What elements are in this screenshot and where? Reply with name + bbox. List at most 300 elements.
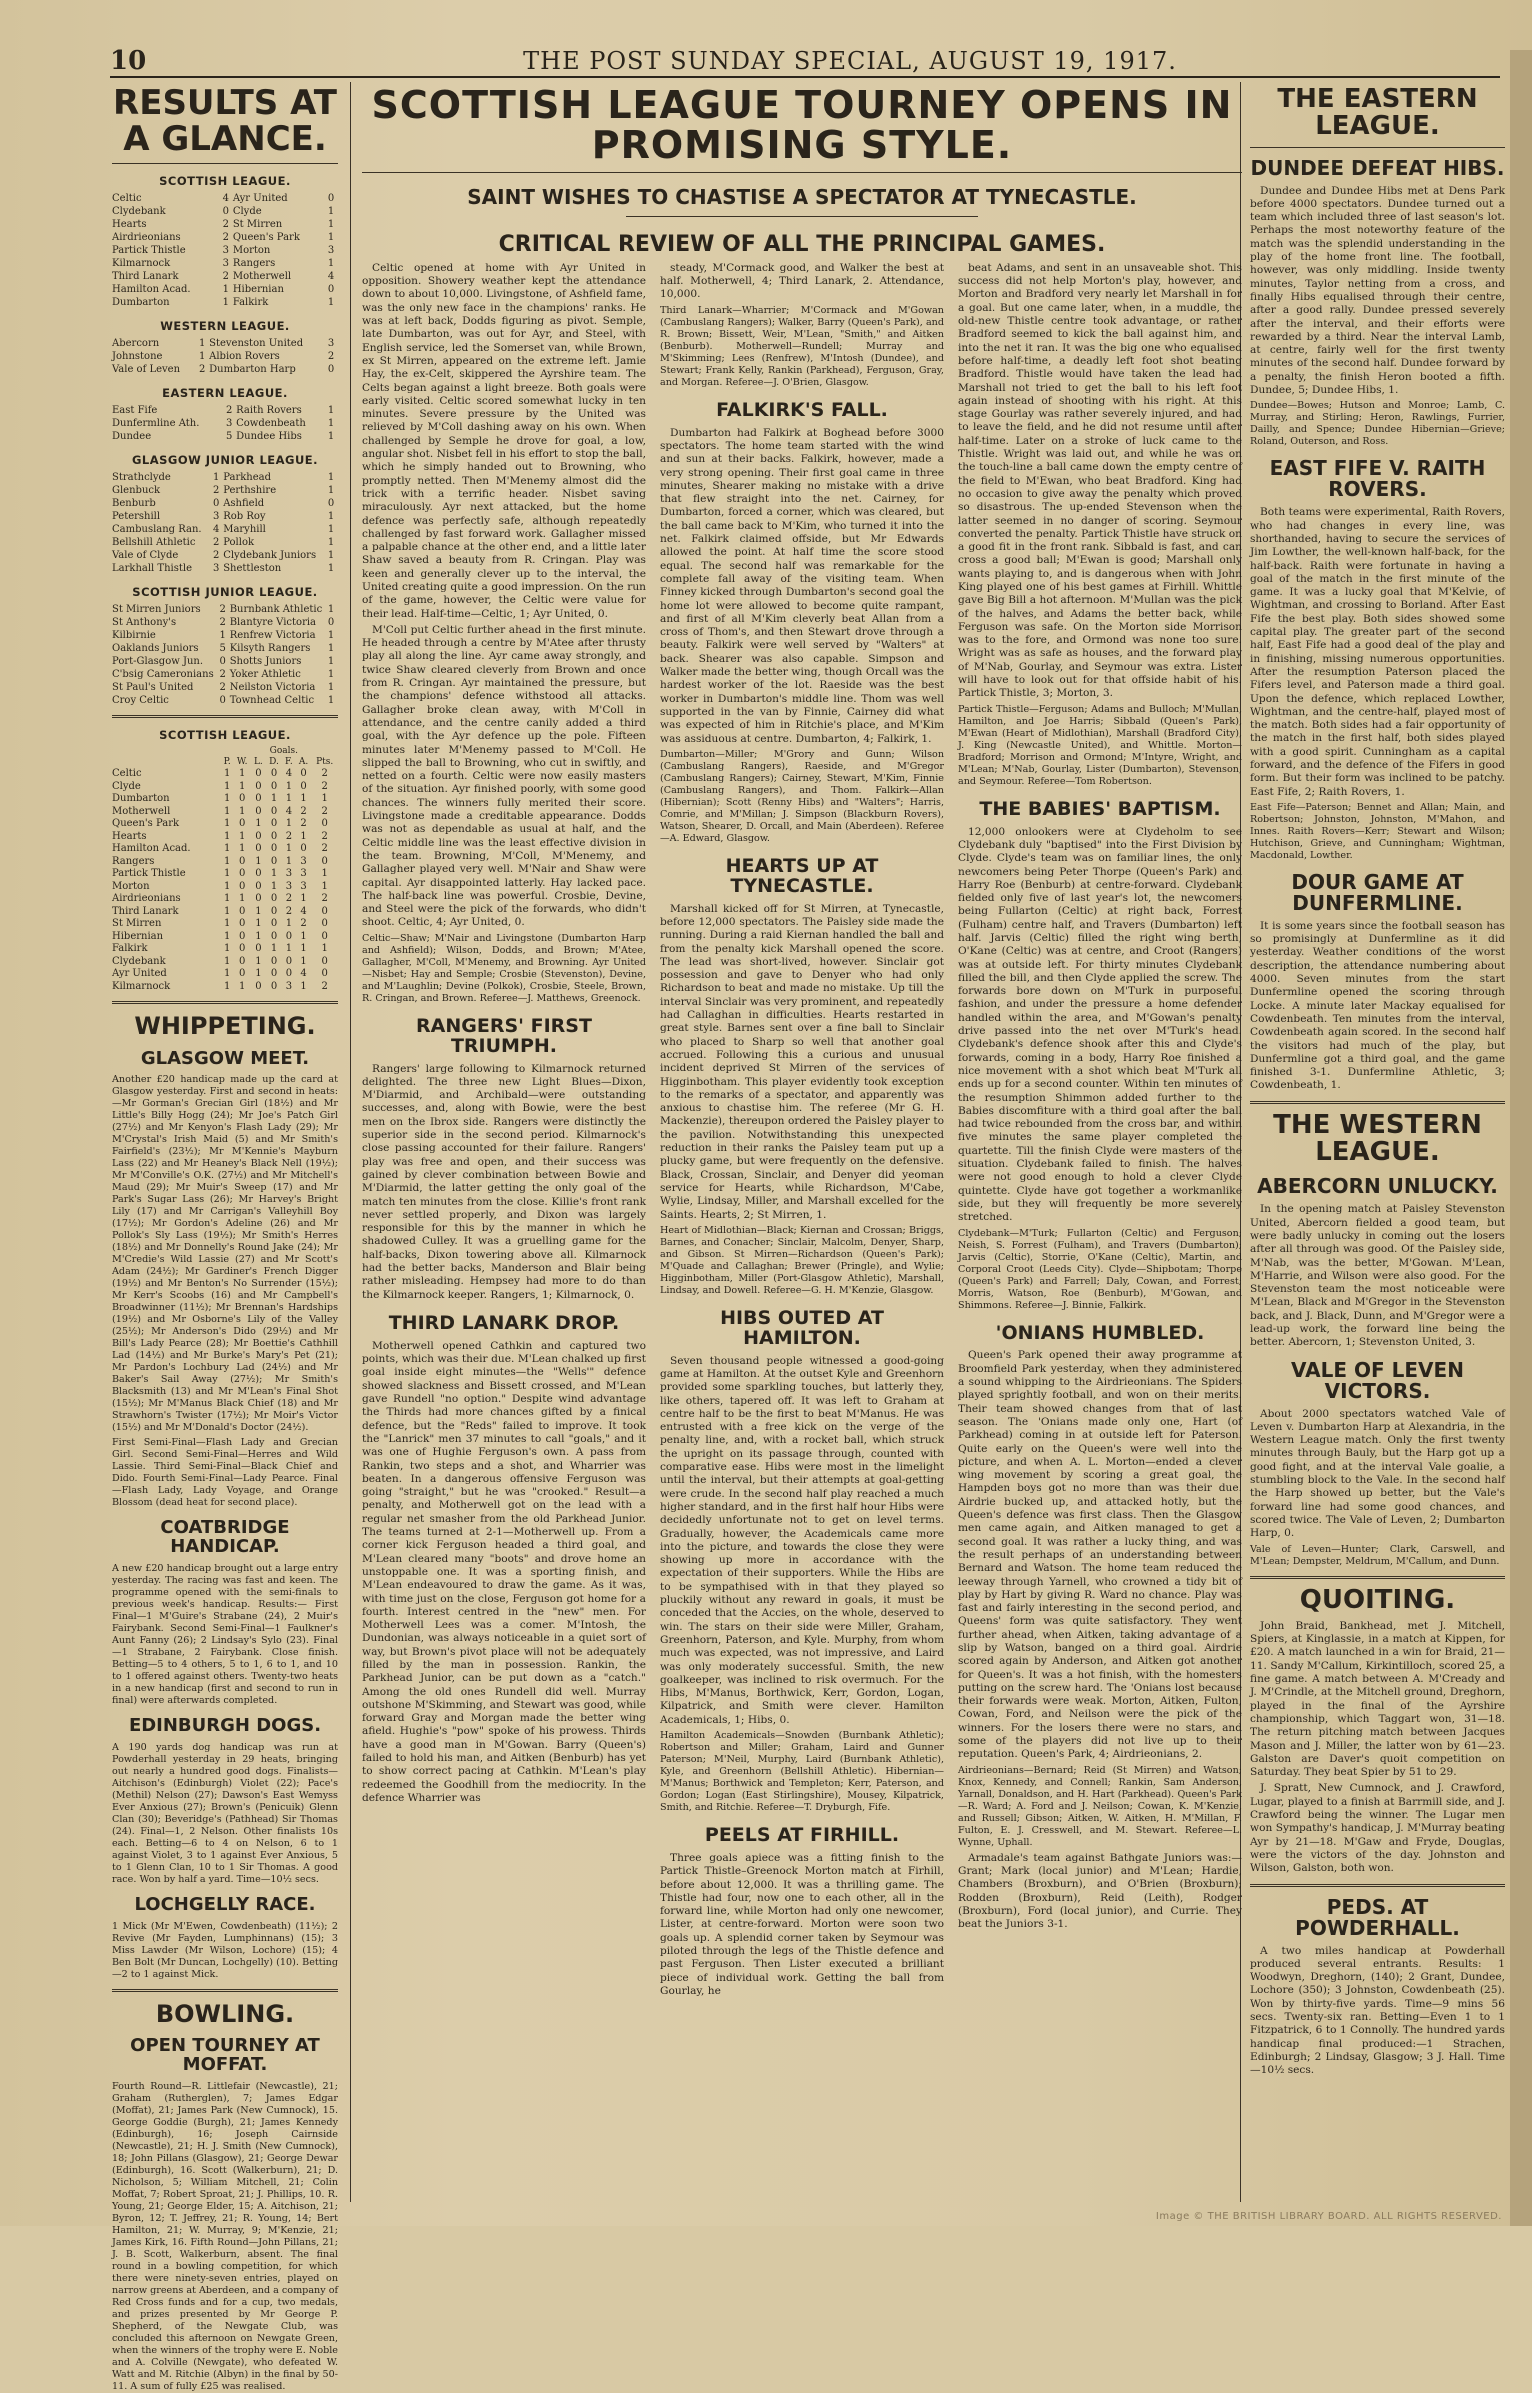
column-header: L. [253, 757, 263, 768]
home-score: 2 [198, 364, 206, 376]
team-name: Rangers [112, 855, 155, 867]
stat-cell: 4 [300, 968, 307, 980]
home-team: Kilbirnie [112, 630, 156, 642]
stat-cell: 1 [285, 818, 293, 830]
eastfife-headline: EAST FIFE V. RAITH ROVERS. [1269, 456, 1486, 502]
home-team: Dundee [112, 431, 152, 443]
stat-cell: 1 [255, 968, 262, 980]
babies-teams: Clydebank—M'Turk; Fullarton (Celtic) and Ferguson; Neish, S. Forrest (Fulham), and Travers (Dumbarton); Jarvis (Celtic), Storrie, O'Kane (Celtic), Martin, and Corporal Croot (Leeds City). Clyde—Shipbotam; Thorpe (Queen's Park) and Farrell; Daly, Cowan, and Forrest; Morris, Watson, Roe (Benburb), M'Gowan, and Shimmons. Referee—J. Binnie, Falkirk. [958, 1227, 1242, 1311]
home-score: 1 [219, 630, 226, 642]
home-score: 3 [213, 563, 220, 575]
copyright-watermark: Image © THE BRITISH LIBRARY BOARD. ALL RIGHTS RESERVED. [1155, 2211, 1502, 2222]
table-row [112, 906, 338, 919]
away-score: 0 [327, 364, 335, 376]
team-name: Morton [112, 880, 150, 892]
away-score: 1 [327, 682, 335, 694]
adjacent-page-edge [1510, 50, 1532, 2226]
peds-headline: PEDS. AT POWDERHALL. [1295, 1894, 1460, 1940]
away-team: Maryhill [223, 524, 266, 536]
edinburgh-headline: EDINBURGH DOGS. [128, 1715, 322, 1737]
column-header: Pts. [316, 757, 334, 768]
stat-cell: 0 [270, 893, 278, 905]
table-row [112, 843, 338, 856]
stat-cell: 3 [300, 880, 307, 892]
stat-cell: 1 [285, 793, 293, 805]
stat-cell: 0 [255, 880, 262, 892]
stat-cell: 0 [321, 918, 328, 930]
team-name: Hibernian [112, 930, 164, 942]
home-score: 1 [222, 284, 230, 296]
table-row [112, 968, 338, 981]
stat-cell: 0 [239, 880, 246, 892]
result-row [112, 536, 338, 549]
dundee-report: Dundee and Dundee Hibs met at Dens Park before 4000 spectators. Dundee turned out a team which included three of last season's lot. Perhaps the most noteworthy feature of the match was the splendid understanding in the play of the home front line. The football, however, was only middling. Inside twenty minutes, Taylor netting from a cross, and finally Hibs equalised through their centre, after a good rally. Dundee pressed severely after the interval, and their efforts were rewarded by a third. Near the interval Lamb, at centre, fairly well for the first twenty minutes of the second half. Dundee forward by a penalty, the finish Heron booted a fifth. Dundee, 5; Dundee Hibs, 1. [1250, 184, 1505, 397]
stat-cell: 0 [270, 780, 278, 792]
peds-report: A two miles handicap at Powderhall produced several entrants. Results: 1 Woodwyn, Dreghorn, (140); 2 Grant, Dundee, Lochore (350); 3 Johnston, Cowdenbeath (25). Won by thirty-five yards. Time—9 mins 56 secs. Twenty-six ran. Betting—Even 1 to 1 Fitzpatrick, 6 to 1 Connolly. The hundred yards handicap final produced:—1 Strachen, Edinburgh; 2 Lindsay, Glasgow; 3 J. Hall. Time—10½ secs. [1250, 1944, 1505, 2077]
stat-cell: 2 [321, 780, 328, 792]
home-score: 0 [213, 498, 220, 510]
away-team: Shettleston [223, 563, 282, 575]
away-score: 1 [327, 604, 335, 616]
team-name: Third Lanark [112, 905, 179, 917]
away-team: Rangers [232, 258, 276, 270]
stat-cell: 2 [321, 830, 328, 842]
stat-cell: 1 [300, 943, 307, 955]
home-score: 2 [219, 604, 226, 616]
stat-cell: 3 [285, 980, 293, 992]
away-score: 1 [327, 431, 335, 443]
column-header: W. [236, 757, 248, 768]
stat-cell: 0 [321, 955, 328, 967]
table-row [112, 918, 338, 931]
masthead [110, 46, 1500, 78]
western-league-results [112, 337, 338, 376]
home-score: 3 [213, 511, 220, 523]
stat-cell: 1 [321, 943, 328, 955]
stat-cell: 0 [255, 943, 262, 955]
away-score: 1 [327, 550, 335, 562]
home-team: Bellshill Athletic [112, 537, 196, 549]
home-score: 5 [225, 431, 233, 443]
hearts-headline: HEARTS UP AT TYNECASTLE. [725, 854, 879, 897]
hearts-teams: Heart of Midlothian—Black; Kiernan and Crossan; Briggs, Barnes, and Conacher; Sinclair, Malcolm, Denyer, Sharp, and Gibson. St Mirren—Richardson (Queen's Park); M'Quade and Callaghan; Brewer (Pringle), and Wylie; Higginbotham, Miller (Port-Glasgow Athletic), Marshall, Lindsay, and Dowell. Referee—G. H. M'Kenzie, Glasgow. [660, 1224, 944, 1296]
stat-cell: 1 [224, 968, 231, 980]
stat-cell: 3 [285, 868, 293, 880]
away-score: 1 [327, 258, 335, 270]
stat-cell: 2 [285, 830, 293, 842]
home-score: 2 [225, 405, 233, 417]
result-row [112, 270, 338, 283]
away-team: Blantyre Victoria [229, 617, 317, 629]
home-score: 2 [219, 682, 226, 694]
home-score: 2 [222, 219, 230, 231]
glasgow-junior-title: GLASGOW JUNIOR LEAGUE. [131, 453, 319, 468]
stat-cell: 0 [239, 918, 246, 930]
rangers-headline: RANGERS' FIRST TRIUMPH. [416, 1014, 592, 1057]
eastern-western-column [1240, 82, 1505, 2202]
stat-cell: 0 [285, 955, 293, 967]
stat-cell: 1 [255, 955, 262, 967]
results-headline: RESULTS AT A GLANCE. [113, 83, 337, 159]
away-team: Ayr United [232, 193, 288, 205]
divider [112, 163, 338, 164]
home-team: Airdrieonians [112, 232, 181, 244]
team-name: St Mirren [112, 918, 162, 930]
stat-cell: 0 [270, 855, 278, 867]
peels-teams: Partick Thistle—Ferguson; Adams and Bulloch; M'Mullan, Hamilton, and Joe Harris; Sibbald (Queen's Park), M'Ewan (Heart of Midlothian), Marshall (Bradford City), J. King (Newcastle United), and Whittle. Morton—Bradford; Morrison and Ormond; M'Intyre, Wright, and M'Lean; M'Nab, Gourlay, Lister (Dumbarton), Stevenson, and Seymour. Referee—Tom Robertson. [958, 703, 1242, 787]
stat-cell: 3 [285, 880, 293, 892]
away-score: 1 [327, 563, 335, 575]
stat-cell: 1 [270, 868, 278, 880]
stat-cell: 2 [321, 805, 328, 817]
celtic-report-2: M'Coll put Celtic further ahead in the first minute. He headed through a centre by M'Atee after thrusty play all along the line. Ayr came away strongly, and twice Shaw cleared cleverly from Brown and once from R. Cringan. Ayr maintained the pressure, but the champions' defence withstood all attacks. Gallagher broke clean away, with M'Coll in attendance, and the centre canily added a third goal, with the Ayr defence up the pole. Fifteen minutes later M'Menemy passed to M'Coll. He slipped the ball to Browning, who cut in swiftly, and netted on a fourth. Celtic were now easily masters of the situation. Ayr finished poorly, with some good chances. The winners fully merited their score. Livingstone made a creditable appearance. Dodds was not as dependable as usual at half, and the Celtic middle line was the least effective division in the team. Browning, M'Coll, M'Menemy, and Gallagher played very well. M'Nair and Shaw were capital. Ayr disappointed latterly. Hay lacked pace. The half-back line was powerful. Crosbie, Devine, and Steel were the pick of the forwards, who didn't shoot. Celtic, 4; Ayr United, 0. [362, 623, 646, 929]
away-team: Dumbarton Harp [209, 364, 296, 376]
page-number: 10 [110, 46, 147, 76]
dour-game-report: It is some years since the football season has so promisingly at Dunfermline as it did yesterday. Weather conditions of the worst description, the attendance numbering about 4000. Seven minutes from the start Dunfermline opened the scoring through Locke. A minute later Mackay equalised for Cowdenbeath. Ten minutes from the interval, Cowdenbeath again scored. In the second half the visitors had much of the play, but Dunfermline got a third goal, and the game finished 3-1. Dunfermline Athletic, 3; Cowdenbeath, 1. [1250, 919, 1505, 1092]
vale-teams: Vale of Leven—Hunter; Clark, Carswell, and M'Lean; Dempster, Meldrum, M'Callum, and Dunn. [1250, 1543, 1505, 1567]
home-score: 0 [222, 206, 230, 218]
western-league-headline: THE WESTERN LEAGUE. [1273, 1109, 1482, 1168]
coatbridge-text: A new £20 handicap brought out a large entry yesterday. The racing was fast and keen. The programme opened with the semi-finals to previous week's handicap. Results:— First Final—1 M'Guire's Strabane (24), 2 Muir's Fairybank. Second Semi-Final—1 Faulkner's Aunt Fanny (26); 2 Lindsay's Sylo (23). Final—1 Strabane, 2 Fairybank. Close finish. Betting—5 to 4 others, 5 to 1, 6 to 1, and 10 to 1 offered against others. Twenty-two heats in a new handicap (first and second to run in final) were afterwards completed. [112, 1563, 338, 1707]
result-row [112, 430, 338, 443]
stat-cell: 1 [270, 880, 278, 892]
stat-cell: 0 [270, 905, 278, 917]
stat-cell: 1 [321, 793, 328, 805]
away-score: 1 [327, 630, 335, 642]
story-column-c [958, 262, 1242, 2001]
table-row [112, 881, 338, 894]
stat-cell: 0 [285, 968, 293, 980]
stat-cell: 1 [224, 830, 231, 842]
stat-cell: 1 [300, 955, 307, 967]
divider [112, 715, 338, 718]
stat-cell: 0 [270, 830, 278, 842]
column-header: F. [285, 757, 293, 768]
hearts-report: Marshall kicked off for St Mirren, at Tynecastle, before 12,000 spectators. The Paisley side made the running. During a raid Kiernan handled the ball and from the penalty kick Marshall opened the score. The lead was short-lived, however. Sinclair got possession and gave to Denyer who had only Richardson to beat and made no mistake. Up till the interval Sinclair was very prominent, and repeatedly had Callaghan in difficulties. Hearts restarted in great style. Barnes sent over a fine ball to Sinclair who placed to Sharp so well that another goal accrued. Following this a curious and unusual incident deprived St Mirren of the services of Higginbotham. This player evidently took exception to the remarks of a spectator, and apparently was anxious to chastise him. The referee (Mr G. H. Mackenzie), thereupon ordered the Paisley player to the pavilion. Notwithstanding this unexpected reduction in their ranks the Paisley team put up a plucky game, but were frequently on the defensive. Black, Crossan, Sinclair, and Denyer did yeoman service for Hearts, while Richardson, M'Cabe, Wylie, Lindsay, Miller, and Marshall excelled for the Saints. Hearts, 2; St Mirren, 1. [660, 902, 944, 1221]
league-table-title: SCOTTISH LEAGUE. [159, 728, 291, 743]
team-name: Hearts [112, 830, 147, 842]
table-row [112, 818, 338, 831]
away-score: 1 [327, 405, 335, 417]
result-row [112, 616, 338, 629]
team-name: Motherwell [112, 805, 171, 817]
home-score: 0 [219, 695, 226, 707]
away-team: Falkirk [232, 297, 269, 309]
away-score: 1 [327, 297, 335, 309]
away-score: 2 [327, 351, 335, 363]
glasgow-meet-text: Another £20 handicap made up the card at Glasgow yesterday. First and second in heats:—Mr Gorman's Grecian Girl (18½) and Mr Little's Billy Hogg (24); Mr Joe's Patch Girl (27½) and Mr Kenyon's Flash Lady (29); Mr M'Crystal's Irish Maid (5) and Mr Smith's Fairfield's (23½); Mr M'Kennie's Mayburn Lass (22) and Mr Heaney's Black Nell (19½); Mr M'Conville's O.K. (27½) and Mr Mitchell's Maud (29); Mr Muir's Sweep (17) and Mr Park's Sugar Lass (26); Mr Harvey's Bright Lily (17) and Mr Carrigan's Valleyhill Boy (17½); Mr Gordon's Adeline (26) and Mr Pollok's Sly Lass (19½); Mr Smith's Herres (18½) and Mr Donnelly's Round Jake (24); Mr M'Credie's Wild Lassie (27) and Mr Scott's Adam (24½); Mr Gardiner's French Digger (19½) and Mr Benton's No Surrender (15½); Mr Kerr's Scoobs (16) and Mr Campbell's Broadwinner (11½); Mr Brennan's Hardships (19½) and Mr Osborne's Lily of the Valley (25½); Mr Anderson's Dido (29½) and Mr Bill's Lady Pearce (28); Mr Boettie's Cathhill Lad (14½) and Mr Burke's Mary's Pet (21); Mr Pardon's Lochbury Lad (24½) and Mr Baker's Sail Away (27½); Mr Smith's Blacksmith (13) and Mr M'Lean's Final Shot (15½); Mr M'Manus Black Chief (18) and Mr Strawhorn's Twister (17½); Mr Moir's Victor (15½) and Mr M'Donald's Doctor (24½). [112, 1074, 338, 1434]
league-table-header [112, 756, 338, 768]
result-row [112, 350, 338, 363]
stat-cell: 1 [239, 780, 246, 792]
home-team: St Anthony's [112, 617, 177, 629]
result-row [112, 603, 338, 616]
divider [1250, 147, 1505, 148]
subheadline-review: CRITICAL REVIEW OF ALL THE PRINCIPAL GAMES. [498, 231, 1106, 257]
stat-cell: 1 [224, 930, 231, 942]
stat-cell: 1 [224, 768, 231, 780]
stat-cell: 1 [239, 830, 246, 842]
away-score: 0 [327, 193, 335, 205]
result-row [112, 668, 338, 681]
dundee-headline: DUNDEE DEFEAT HIBS. [1250, 155, 1505, 180]
stat-cell: 0 [270, 955, 278, 967]
onians-teams: Airdrieonians—Bernard; Reid (St Mirren) and Watson; Knox, Kennedy, and Connell; Rankin, Sam Anderson, Yarnall, Donaldson, and H. Hart (Parkhead). Queen's Park—R. Ward; A. Ford and J. Neilson; Cowan, K. M'Kenzie, and Russell; Gibson; Aitken, W. Aitken, H. M'Millan, F. Fulton, E. J. Cresswell, and M. Stewart. Referee—L. Wynne, Uphall. [958, 1764, 1242, 1848]
stat-cell: 1 [224, 918, 231, 930]
divider [1250, 1576, 1505, 1579]
stat-cell: 0 [321, 855, 328, 867]
edinburgh-text: A 190 yards dog handicap was run at Powderhall yesterday in 29 heats, bringing out nearly a hundred good dogs. Finalists—Aitchison's (Edinburgh) Violet (22); Pace's (Methil) Nelson (27); Dawson's East Wemyss Ever Anxious (27); Brown's (Penicuik) Glenn Clan (30); Beveridge's (Pathhead) Sir Thomas (24). Final—1, 2 Nelson. Other finalists 10s each. Betting—6 to 4 on Nelson, 6 to 1 against Violet, 3 to 1 against Ever Anxious, 5 to 1 Glenn Clan, 10 to 1 Sir Thomas. A good race. Won by half a yard. Time—10½ secs. [112, 1742, 338, 1886]
away-score: 1 [327, 524, 335, 536]
stat-cell: 0 [321, 930, 328, 942]
third-lanark-report-cont: steady, M'Cormack good, and Walker the best at half. Motherwell, 4; Third Lanark, 2. Attendance, 10,000. [660, 261, 944, 301]
away-score: 1 [327, 219, 335, 231]
scottish-league-title: SCOTTISH LEAGUE. [159, 174, 291, 189]
away-team: Motherwell [232, 271, 292, 283]
bowling-headline: BOWLING. [155, 2000, 295, 2029]
away-team: Kilsyth Rangers [229, 643, 311, 655]
table-row [112, 806, 338, 819]
babies-report: 12,000 onlookers were at Clydeholm to see Clydebank duly "baptised" into the First Division by Clyde. Clyde's team was on familiar lines, the only newcomers being Peter Thorpe (Queen's Park) and Harry Roe (Benburb) at centre-forward. Clydebank fielded only five of last year's lot, the newcomers being Fullarton (Celtic) at right back, Forrest (Fulham) centre half, and Travers (Dumbarton) left half. Jarvis (Celtic) filled the right wing berth, O'Kane (Celtic) was at centre, and Croot (Rangers) was at outside left. For thirty minutes Clydebank filled the bill, and then Clyde applied the screw. The forwards bore down on M'Turk in purposeful fashion, and under the pressure a home defender handled within the area, and M'Gowan's penalty drive passed into the net over M'Turk's head. Clydebank's defence shook after this and Clyde's forwards, coming in a body, Harry Roe finished a nice movement with a shot which beat M'Turk all ends up for a second counter. Within ten minutes of the resumption Shimmon added further to the Babies discomfiture with a third goal after the ball had twice rebounded from the cross bar, and within five minutes the same player completed the quartette. Till the finish Clyde were masters of the situation. Clydebank failed to finish. The halves were not good enough to hold a clever Clyde quintette. Clyde have got together a workmanlike side, but they will frequently be more severely stretched. [958, 825, 1242, 1224]
table-row [112, 956, 338, 969]
home-team: Petershill [112, 511, 161, 523]
home-team: Johnstone [112, 351, 163, 363]
divider [112, 1989, 338, 1992]
newspaper-title: THE POST SUNDAY SPECIAL, AUGUST 19, 1917. [523, 47, 1177, 75]
stat-cell: 0 [270, 930, 278, 942]
home-team: Hearts [112, 219, 147, 231]
stat-cell: 0 [239, 818, 246, 830]
away-score: 1 [327, 511, 335, 523]
quoiting-headline: QUOITING. [1299, 1584, 1456, 1615]
column-header: D. [269, 757, 279, 768]
stat-cell: 1 [255, 930, 262, 942]
hibs-headline: HIBS OUTED AT HAMILTON. [720, 1306, 884, 1349]
result-row [112, 257, 338, 270]
home-team: Vale of Leven [112, 364, 181, 376]
home-team: Dunfermline Ath. [112, 418, 200, 430]
falkirk-teams: Dumbarton—Miller; M'Grory and Gunn; Wilson (Cambuslang Rangers), Raeside, and M'Gregor (Cambuslang Rangers); Cairney, Stewart, M'Kim, Finnie (Cambuslang Rangers), and Thom. Falkirk—Allan (Hibernian); Scott (Renny Hibs) and "Walters"; Harris, Comrie, and M'Millan; J. Simpson (Blackburn Rovers), Watson, Shearer, D. Orcall, and Main (Aberdeen). Referee—A. Edward, Glasgow. [660, 748, 944, 844]
home-team: Abercorn [112, 338, 160, 350]
stat-cell: 0 [255, 893, 262, 905]
away-team: Townhead Celtic [229, 695, 315, 707]
team-column-header [112, 756, 221, 768]
home-team: Port-Glasgow Jun. [112, 656, 204, 668]
stat-cell: 2 [285, 905, 293, 917]
result-row [112, 363, 338, 376]
result-row [112, 205, 338, 218]
home-score: 3 [222, 245, 230, 257]
stat-cell: 0 [321, 968, 328, 980]
away-score: 0 [327, 498, 335, 510]
away-score: 1 [327, 472, 335, 484]
home-team: Partick Thistle [112, 245, 186, 257]
peels-headline: PEELS AT FIRHILL. [704, 1824, 900, 1847]
lochgelly-text: 1 Mick (Mr M'Ewen, Cowdenbeath) (11½); 2 Revive (Mr Fayden, Lumphinnans) (15); 3 Miss Lawder (Mr Wilson, Lochore) (15); 4 Ben Bolt (Mr Duncan, Lochgelly) (10). Betting—2 to 1 against Mick. [112, 1921, 338, 1981]
stat-cell: 1 [239, 805, 246, 817]
eastfife-teams: East Fife—Paterson; Bennet and Allan; Main, and Robertson; Johnston, Johnston, M'Mahon, and Innes. Raith Rovers—Kerr; Stewart and Wilson; Hutchison, Grieve, and Cunningham; Wightman, Macdonald, Lowther. [1250, 801, 1505, 861]
stat-cell: 4 [300, 905, 307, 917]
table-row [112, 893, 338, 906]
home-team: Strathclyde [112, 472, 171, 484]
result-row [112, 562, 338, 575]
home-score: 5 [219, 643, 226, 655]
team-name: Partick Thistle [112, 868, 186, 880]
stat-cell: 1 [224, 943, 231, 955]
team-name: Ayr United [112, 968, 167, 980]
result-row [112, 404, 338, 417]
home-team: Celtic [112, 193, 142, 205]
table-row [112, 931, 338, 944]
scottish-junior-results [112, 603, 338, 707]
table-row [112, 868, 338, 881]
home-team: St Mirren Juniors [112, 604, 201, 616]
stat-cell: 0 [255, 830, 262, 842]
result-row [112, 510, 338, 523]
stat-cell: 1 [285, 843, 293, 855]
result-row [112, 484, 338, 497]
stat-cell: 0 [255, 843, 262, 855]
away-score: 1 [327, 232, 335, 244]
away-team: St Mirren [232, 219, 283, 231]
table-row [112, 856, 338, 869]
result-row [112, 417, 338, 430]
stat-cell: 0 [239, 793, 246, 805]
home-score: 1 [198, 351, 206, 363]
team-name: Kilmarnock [112, 980, 171, 992]
stat-cell: 0 [239, 968, 246, 980]
away-score: 3 [327, 338, 335, 350]
third-lanark-teams: Third Lanark—Wharrier; M'Cormack and M'Gowan (Cambuslang Rangers); Walker, Barry (Queen's Park), and R. Brown; Bissett, Weir, M'Lean, "Smith," and Aitken (Benburb). Motherwell—Rundell; Murray and M'Skimming; Lees (Renfrew), M'Intosh (Dundee), and Stewart; Frank Kelly, Rankin (Parkhead), Ferguson, Gray, and Morgan. Referee—J. O'Brien, Glasgow. [660, 304, 944, 388]
stat-cell: 1 [255, 855, 262, 867]
quoiting-report: John Braid, Bankhead, met J. Mitchell, Spiers, at Kinglassie, in a match at Kippen, for £20. A match launched in a win for Braid, 21—11. Sandy M'Callum, Kirkintilloch, scored 25, a fine game. A match between A. M'Cready and J. M'Crindle, at the Mitchell ground, Dreghorn, played in the final of the Ayrshire championship, which Taggart won, 31—18. The return pitching match between Jacques Mason and J. Miller, the latter won by 61—23. Galston are Daver's quoit competition on Saturday. They beat Spier by 51 to 29. [1250, 1619, 1505, 1779]
home-score: 2 [213, 485, 220, 497]
dour-game-headline: DOUR GAME AT DUNFERMLINE. [1291, 869, 1464, 915]
western-league-title: WESTERN LEAGUE. [160, 319, 290, 334]
home-team: Croy Celtic [112, 695, 169, 707]
away-team: Albion Rovers [209, 351, 280, 363]
table-row [112, 793, 338, 806]
home-score: 3 [222, 258, 230, 270]
home-team: Vale of Clyde [112, 550, 179, 562]
eastfife-report: Both teams were experimental, Raith Rovers, who had changes in every line, was shorthanded, having to secure the services of Jim Lowther, the well-known half-back, for the half-back. Raith were fortunate in having a goal of the match in the first minute of the game. It was a lucky goal that M'Kelvie, of Wightman, and crossing to Borland. After East Fife the best play. Both sides showed some capital play. The greater part of the second half, East Fife had a good deal of the play and in finishing, missing numerous opportunities. After the resumption Paterson placed the Fifers level, and Paterson made a third goal. Upon the defence, which replaced Lowther, Wightman, and the centre-half, played most of the match. Both sides had a fair opportunity of the match in the first half, both sides played with a good spirit. Cunningham as a capital forward, and the defence of the Fifers in good form. But their form was inclined to be patchy. East Fife, 2; Raith Rovers, 1. [1250, 506, 1505, 798]
home-score: 2 [219, 669, 226, 681]
result-row [112, 244, 338, 257]
stat-cell: 0 [300, 768, 307, 780]
team-name: Clydebank [112, 955, 166, 967]
third-lanark-report: Motherwell opened Cathkin and captured two points, which was their due. M'Lean chalked up first goal inside eight minutes—the "Wells'" defence showed slackness and Bissett crossed, and M'Lean gave Rundell "no option." Despite wind advantage the Thirds had more chances gifted by a finical defence, but the "Reds" failed to improve. It took the "Lanrick" men 37 minutes to call "goals," and it was one of Hughie Ferguson's own. A pass from Rankin, two steps and a shot, and Wharrier was beaten. In a dangerous offensive Ferguson was going "straight," but he was "crooked." Result—a penalty, and Motherwell got on the lead with a regular net smasher from the old Parkhead Junior. The teams turned at 2-1—Motherwell up. From a corner kick Ferguson headed a third goal, and M'Lean cleared many "boots" and drove home an unstoppable one. It was a sporting finish, and M'Lean endeavoured to draw the game. As it was, with time just on the close, Ferguson got home for a fourth. Interest centred in the "new" men. For Motherwell Lees was a comer. M'Intosh, the Dundonian, was always noticeable in a quiet sort of way, but Brown's pivot place will not be adequately filled by the man in possession. Rankin, the Parkhead Junior, can be put down as a "catch." Among the old ones Rundell did well. Murray outshone M'Skimming, and Stewart was good, while forward Gray and Morgan made the better wing afield. Hughie's "pow" spoke of his prowess. Thirds have a good man in M'Gowan. Barry (Queen's) failed to hold his man, and Aitken (Benburb) has yet to show correct pacing at Cathkin. M'Lean's play redeemed the Goodhill from the mediocrity. In the defence Wharrier was [362, 1339, 646, 1804]
eastern-league-results [112, 404, 338, 443]
stat-cell: 1 [300, 930, 307, 942]
stat-cell: 1 [224, 818, 231, 830]
stat-cell: 3 [300, 855, 307, 867]
away-team: Pollok [223, 537, 255, 549]
away-team: Parkhead [223, 472, 272, 484]
stat-cell: 0 [270, 918, 278, 930]
table-row [112, 768, 338, 781]
away-score: 1 [327, 656, 335, 668]
stat-cell: 1 [224, 843, 231, 855]
stat-cell: 0 [270, 968, 278, 980]
stat-cell: 2 [321, 843, 328, 855]
stat-cell: 2 [321, 980, 328, 992]
away-score: 1 [327, 669, 335, 681]
result-row [112, 642, 338, 655]
hibs-teams: Hamilton Academicals—Snowden (Burnbank Athletic); Robertson and Miller; Graham, Laird and Gunner Paterson; M'Neil, Murphy, Laird (Burnbank Athletic), Kyle, and Greenhorn (Bellshill Athletic). Hibernian—M'Manus; Borthwick and Templeton; Kerr, Paterson, and Gordon; Logan (East Stirlingshire), Mousey, Kilpatrick, Smith, and Ritchie. Referee—T. Dryburgh, Fife. [660, 1730, 944, 1814]
stat-cell: 1 [224, 793, 231, 805]
column-header: A. [298, 757, 309, 768]
home-score: 3 [225, 418, 233, 430]
away-team: Neilston Victoria [229, 682, 316, 694]
away-team: Renfrew Victoria [229, 630, 316, 642]
vale-headline: VALE OF LEVEN VICTORS. [1291, 1357, 1464, 1403]
stat-cell: 1 [321, 868, 328, 880]
stat-cell: 1 [224, 780, 231, 792]
result-row [112, 231, 338, 244]
home-score: 2 [213, 550, 220, 562]
stat-cell: 1 [239, 843, 246, 855]
home-score: 2 [222, 232, 230, 244]
quoiting-report-2: J. Spratt, New Cumnock, and J. Crawford, Lugar, played to a finish at Barrmill side, and J. Crawford being the winner. The Lugar men won Sympathy's handicap, J. M'Murray beating Ayr by 21—18. M'Gaw and Fryde, Douglas, were the victors of the day. Johnston and Wilson, Galston, both won. [1250, 1782, 1505, 1875]
stat-cell: 0 [321, 905, 328, 917]
divider [626, 216, 978, 217]
home-score: 1 [198, 338, 206, 350]
open-tourney-text: Fourth Round—R. Littlefair (Newcastle), 21; Graham (Rutherglen), 7; James Edgar (Moffat), 21; James Park (New Cumnock), 15. George Goddie (Burgh), 21; James Kennedy (Edinburgh), 16; Joseph Cairnside (Newcastle), 21; H. J. Smith (New Cumnock), 18; John Pillans (Glasgow), 21; George Dewar (Edinburgh), 16. Scott (Walkerburn), 21; D. Nicholson, 5; William Mitchell, 21; Colin Moffat, 7; Robert Sproat, 21; J. Phillips, 10. R. Young, 21; George Elder, 15; A. Aitchison, 21; Byron, 12; T. Jeffrey, 21; R. Young, 14; Bert Hamilton, 21; W. Murray, 9; M'Kenzie, 21; James Kirk, 16. Fifth Round—John Pillans, 21; J. B. Scott, Walkerburn, absent. The final round in a bowling competition, for which there were ninety-seven entries, played on narrow greens at Aberdeen, and a company of Red Cross funds and for a cup, two medals, and prizes presented by Mr George P. Shepherd, of the Newgate Club, was concluded this afternoon on Newgate Green, when the winners of the trophy were E. Noble and A. Colville (Newgate), who defeated W. Watt and M. Ritchie (Albyn) in the final by 50-11. A sum of fully £25 was realised. [112, 2080, 339, 2392]
divider [1250, 1101, 1505, 1104]
glasgow-meet-text-2: First Semi-Final—Flash Lady and Grecian Girl. Second Semi-Final—Herres and Wild Lassie. Third Semi-Final—Black Chief and Dido. Fourth Semi-Final—Lady Pearce. Final—Flash Lady, Lady Voyage, and Orange Blossom (dead heat for second place). [112, 1437, 338, 1509]
eastern-league-headline: THE EASTERN LEAGUE. [1277, 84, 1478, 142]
story-columns [362, 262, 1242, 2001]
away-team: Dundee Hibs [236, 431, 302, 443]
stat-cell: 1 [224, 893, 231, 905]
away-team: Clydebank Juniors [223, 550, 317, 562]
table-row [112, 981, 338, 994]
away-score: 0 [327, 617, 335, 629]
result-row [112, 218, 338, 231]
rangers-report: Rangers' large following to Kilmarnock returned delighted. The three new Light Blues—Dixon, M'Diarmid, and Archibald—were outstanding successes, and, along with Bowie, were the best men on the Ibrox side. Rangers were distinctly the superior side in the second period. Kilmarnock's close passing accounted for their failure. Rangers' play was free and open, and their success was gained by clever combination between Bowie and M'Diarmid, the latter getting the only goal of the match ten minutes from the close. Killie's front rank never settled properly, and Dixon was largely responsible for this by the manner in which he shadowed Culley. It was a gruelling game for the half-backs, Dixon towering above all. Kilmarnock had the better backs, Manderson and Blair being rather misleading. Hempsey had more to do than the Kilmarnock keeper. Rangers, 1; Kilmarnock, 0. [362, 1062, 646, 1301]
stat-cell: 1 [224, 980, 231, 992]
eastern-league-title: EASTERN LEAGUE. [162, 386, 288, 401]
stat-cell: 0 [255, 793, 262, 805]
home-team: Third Lanark [112, 271, 179, 283]
stat-cell: 0 [270, 768, 278, 780]
third-lanark-headline: THIRD LANARK DROP. [388, 1311, 620, 1334]
result-row [112, 549, 338, 562]
onians-headline: 'ONIANS HUMBLED. [995, 1321, 1205, 1344]
stat-cell: 1 [224, 855, 231, 867]
stat-cell: 0 [255, 780, 262, 792]
stat-cell: 0 [239, 855, 246, 867]
home-score: 4 [213, 524, 220, 536]
home-score: 2 [222, 271, 230, 283]
stat-cell: 0 [321, 818, 328, 830]
lochgelly-headline: LOCHGELLY RACE. [134, 1894, 316, 1916]
celtic-report-1: Celtic opened at home with Ayr United in opposition. Showery weather kept the attendance down to about 10,000. Livingstone, of Ashfield fame, was the only new face in the champions' ranks. He was at left back, Dodds figuring as pivot. Semple, late Dumbarton, was out for Ayr, and Steel, with English service, led the Somerset van, while Brown, ex St Mirren, appeared on the extreme left. Jamie Hay, the ex-Celt, skippered the Ayrshire team. The Celts began against a light breeze. Both goals were early visited. Celtic scored somewhat lucky in ten minutes. Severe pressure by the United was relieved by M'Coll dashing away on his own. When challenged by Semple he drove for goal, a low, angular shot. Nisbet fell in his effort to stop the ball, which he simply handed out to Browning, who promptly netted. Then M'Menemy almost did the trick with a terrific header. Nisbet saving miraculously. Ayr next attacked, but the home defence was perfectly safe, although repeatedly challenged by fast forward work. Gallagher missed a palpable chance at the other end, and a little later Shaw saved a beauty from R. Cringan. Play was keen and generally clever up to the interval, the United creating quite a good impression. On the run of the game, however, the Celtic were value for their lead. Half-time—Celtic, 1; Ayr United, 0. [362, 261, 646, 620]
stat-cell: 2 [285, 893, 293, 905]
table-row [112, 781, 338, 794]
stat-cell: 2 [300, 918, 307, 930]
celtic-teams: Celtic—Shaw; M'Nair and Livingstone (Dumbarton Harp and Ashfield); Wilson, Dodds, and Brown; M'Atee, Gallagher, M'Coll, M'Menemy, and Browning. Ayr United—Nisbet; Hay and Semple; Crosbie (Stevenston), Devine, and M'Laughlin; Devine (Polkok), Crosbie, Steele, Brown, R. Cringan, and Brown. Referee—J. Matthews, Greenock. [362, 932, 646, 1004]
away-team: Burnbank Athletic [229, 604, 323, 616]
team-name: Celtic [112, 768, 142, 780]
team-name: Airdrieonians [112, 893, 181, 905]
scottish-junior-title: SCOTTISH JUNIOR LEAGUE. [132, 585, 318, 600]
stat-cell: 1 [285, 918, 293, 930]
away-score: 1 [327, 418, 335, 430]
away-score: 0 [327, 284, 335, 296]
stat-cell: 0 [300, 843, 307, 855]
stat-cell: 0 [255, 980, 262, 992]
